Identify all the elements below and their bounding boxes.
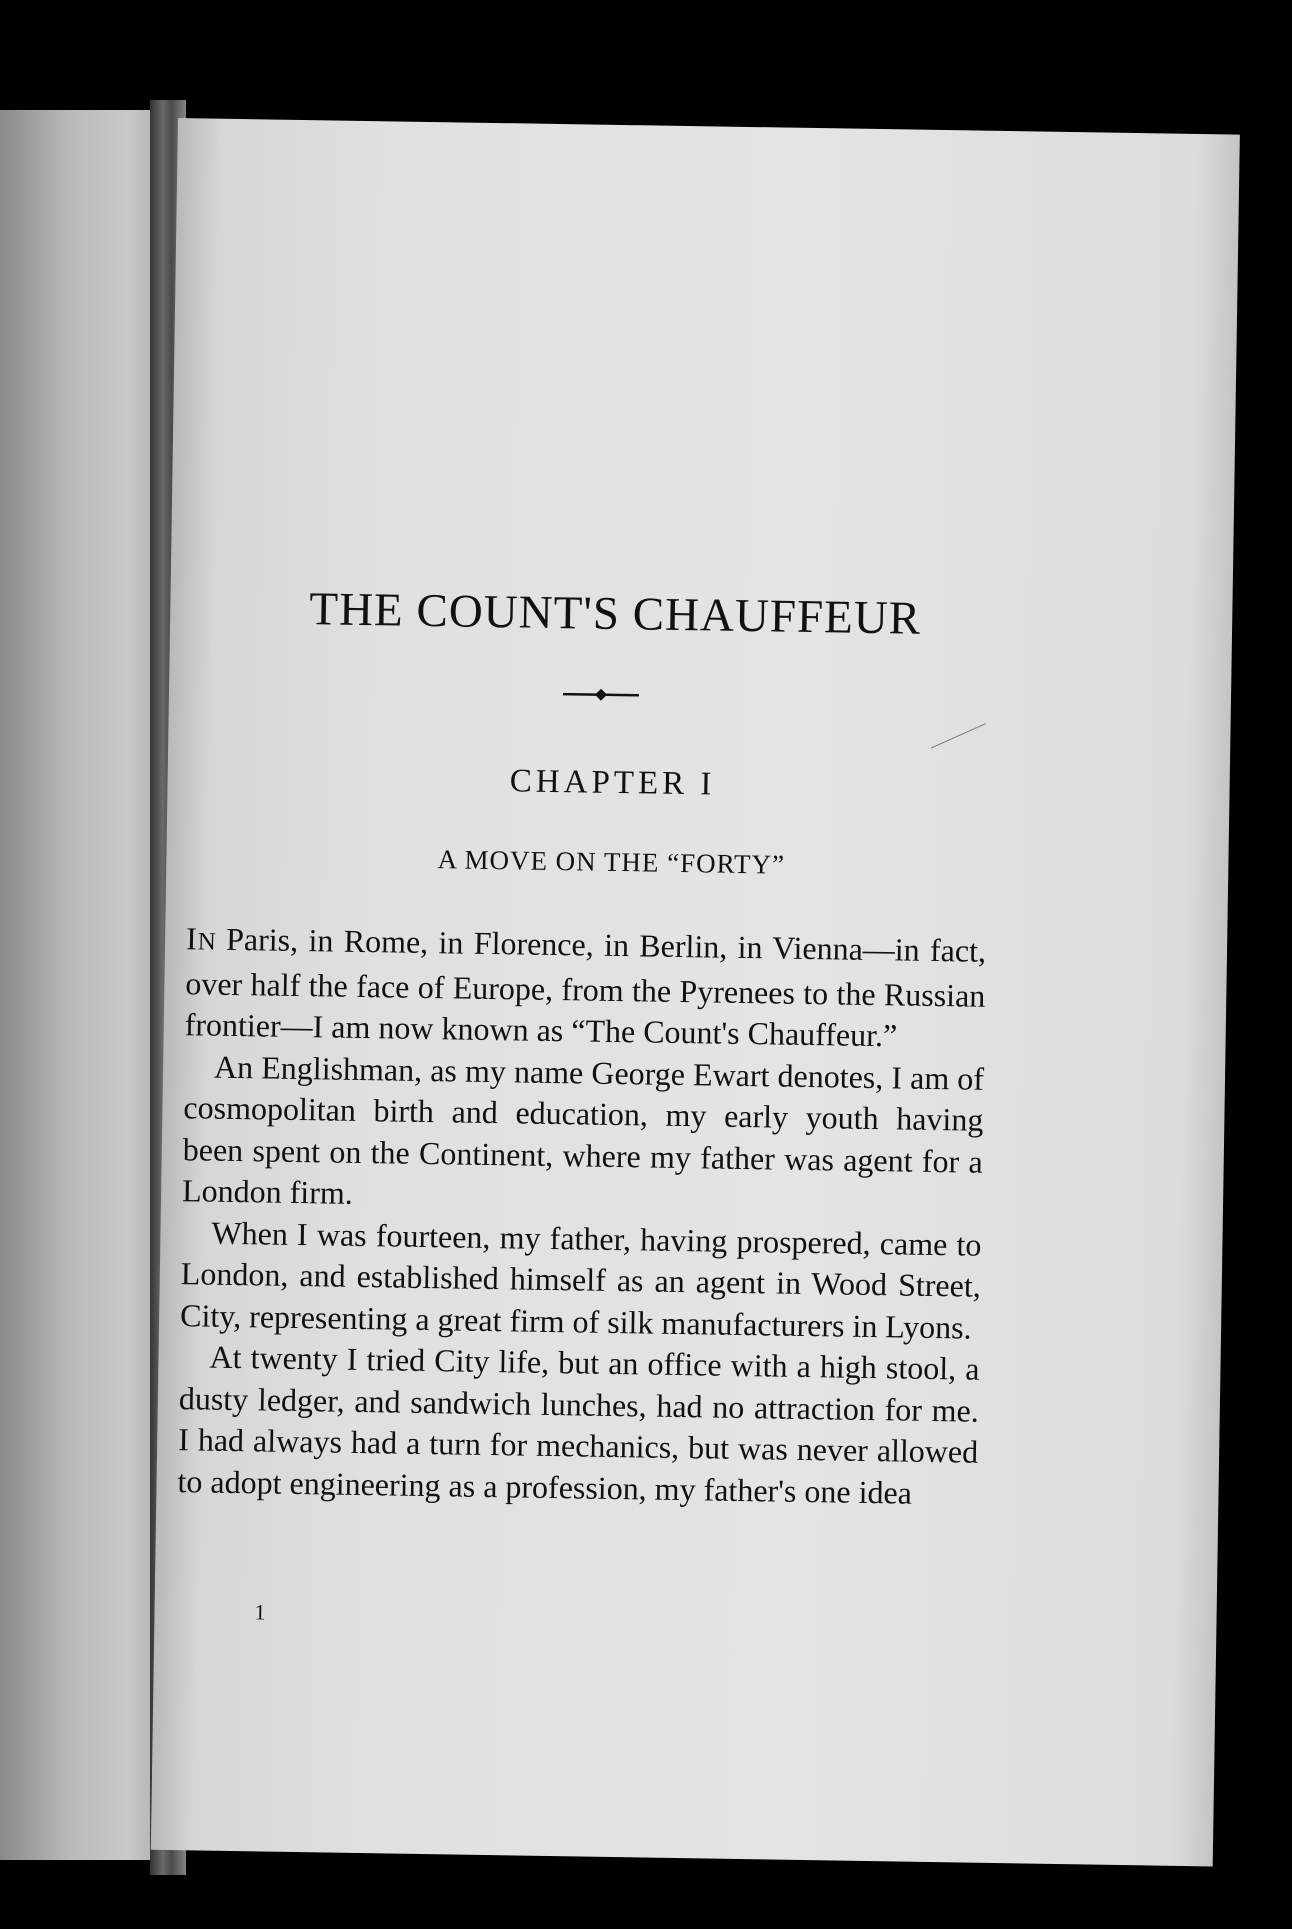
chapter-heading: CHAPTER I — [509, 763, 716, 803]
paragraph-3: When I was fourteen, my father, having prospered, came to London, and established himself as an agent in Wood Street, City, representing a great firm of silk manufacturers in Lyons. — [179, 1214, 982, 1346]
page-fleck — [931, 723, 986, 748]
paragraph-1 — [184, 918, 986, 1058]
paragraph-1-text: Paris, in Rome, in Florence, in Berlin, in Vienna—in fact, over half the face of Europe, from the Pyrenees to the Russian frontier—I am now known as “The Count's Chauffeur.” — [184, 920, 987, 1054]
opening-smallcap: N — [197, 928, 216, 956]
ornament-divider-icon — [561, 684, 641, 705]
left-page-edge — [0, 110, 170, 1860]
paragraph-2: An Englishman, as my name George Ewart denotes, I am of cosmopolitan birth and education, my early youth having been spent on the Continent, where my father was agent for a London firm. — [181, 1048, 985, 1211]
book-title: THE COUNT'S CHAUFFEUR — [308, 583, 922, 645]
chapter-body — [177, 918, 986, 1514]
paragraph-4: At twenty I tried City life, but an office with a high stool, a dusty ledger, and sandwich lunches, had no attraction for me. I had always had a turn for mechanics, but was never allowed to adopt engineering as a profession, my father's one idea — [177, 1338, 980, 1511]
chapter-title: A MOVE ON THE “FORTY” — [437, 844, 786, 880]
opening-dropcap: I — [185, 920, 199, 957]
book-page — [151, 118, 1240, 1866]
page-number: 1 — [254, 1599, 266, 1625]
